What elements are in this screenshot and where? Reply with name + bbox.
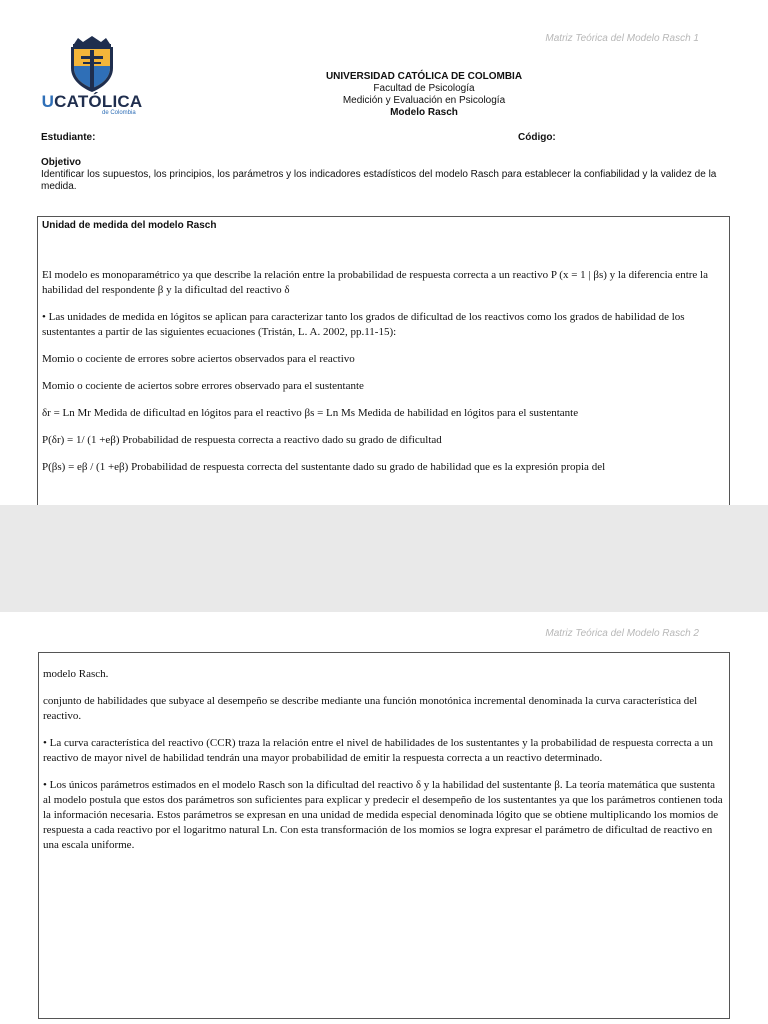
program-name: Medición y Evaluación en Psicología <box>342 95 506 106</box>
institution-header <box>250 71 598 119</box>
running-header: Matriz Teórica del Modelo Rasch 1 <box>545 33 699 44</box>
student-label: Estudiante: <box>41 132 96 143</box>
paragraph: P(δr) = 1/ (1 +eβ) Probabilidad de respuesta correcta a reactivo dado su grado de dificultad <box>42 434 442 446</box>
paragraph: El modelo es monoparamétrico ya que describe la relación entre la probabilidad de respuesta correcta a un reactivo P (x = 1 | βs) y la diferencia entre la habilidad del respondente β y la dificultad del reactivo δ <box>42 269 708 296</box>
paragraph: modelo Rasch. <box>43 668 109 680</box>
objective-heading: Objetivo <box>41 157 82 168</box>
logo-wordmark: UCATÓLICA <box>41 92 143 111</box>
document-title: Modelo Rasch <box>390 107 458 118</box>
box-body <box>42 268 722 487</box>
document-page-2 <box>0 612 768 1024</box>
logo-subtitle: de Colombia <box>102 110 136 116</box>
objective-text: Identificar los supuestos, los principios, los parámetros y los indicadores estadísticos del modelo Rasch para establecer la confiabilidad y la validez de la medida. <box>41 169 717 192</box>
paragraph: • Los únicos parámetros estimados en el modelo Rasch son la dificultad del reactivo δ y la habilidad del sustentante β. La teoría matemática que sustenta al modelo postula que estos dos parámetros son suficientes para explicar y predecir el desempeño de los sustentantes ya que los parámetros contienen toda la información necesaria. Estos parámetros se expresan en una unidad de medida especial denominada lógito que se obtiene multiplicando los momios de respuesta a cada reactivo por el logaritmo natural Ln. Con esta transformación de los momios se logra expresar el parámetro de dificultad de reactivo en una escala uniforme. <box>43 779 723 851</box>
paragraph: conjunto de habilidades que subyace al desempeño se describe mediante una función monotónica incremental denominada la curva característica del reactivo. <box>43 695 698 722</box>
paragraph: δr = Ln Mr Medida de dificultad en lógitos para el reactivo βs = Ln Ms Medida de habilidad en lógitos para el sustentante <box>42 407 579 419</box>
paragraph: Momio o cociente de errores sobre aciertos observados para el reactivo <box>42 353 355 365</box>
box-body <box>43 667 723 865</box>
paragraph: P(βs) = eβ / (1 +eβ) Probabilidad de respuesta correcta del sustentante dado su grado de habilidad que es la expresión propia del <box>42 461 606 473</box>
document-page-1 <box>0 0 768 505</box>
content-box <box>38 652 730 1019</box>
content-box <box>37 216 730 505</box>
shield-crest-icon <box>40 36 144 92</box>
university-name: UNIVERSIDAD CATÓLICA DE COLOMBIA <box>325 71 523 82</box>
university-logo <box>40 36 144 120</box>
paragraph: • Las unidades de medida en lógitos se aplican para caracterizar tanto los grados de dificultad de los reactivos como los grados de habilidad de los sustentantes a partir de las siguientes ecuaciones (Tristán, L. A. 2002, pp.11-15): <box>42 311 685 338</box>
paragraph: Momio o cociente de aciertos sobre errores observado para el sustentante <box>42 380 364 392</box>
paragraph: • La curva característica del reactivo (CCR) traza la relación entre el nivel de habilidades de los sustentantes y la probabilidad de respuesta correcta a un reactivo de mayor nivel de habilidad tendrán una mayor probabilidad de emitir la respuesta correcta a un reactivo determinado. <box>43 737 713 764</box>
code-label: Código: <box>518 132 556 143</box>
running-header: Matriz Teórica del Modelo Rasch 2 <box>545 628 699 639</box>
faculty-name: Facultad de Psicología <box>373 83 475 94</box>
box-title: Unidad de medida del modelo Rasch <box>42 220 217 231</box>
objective-section <box>41 157 731 193</box>
